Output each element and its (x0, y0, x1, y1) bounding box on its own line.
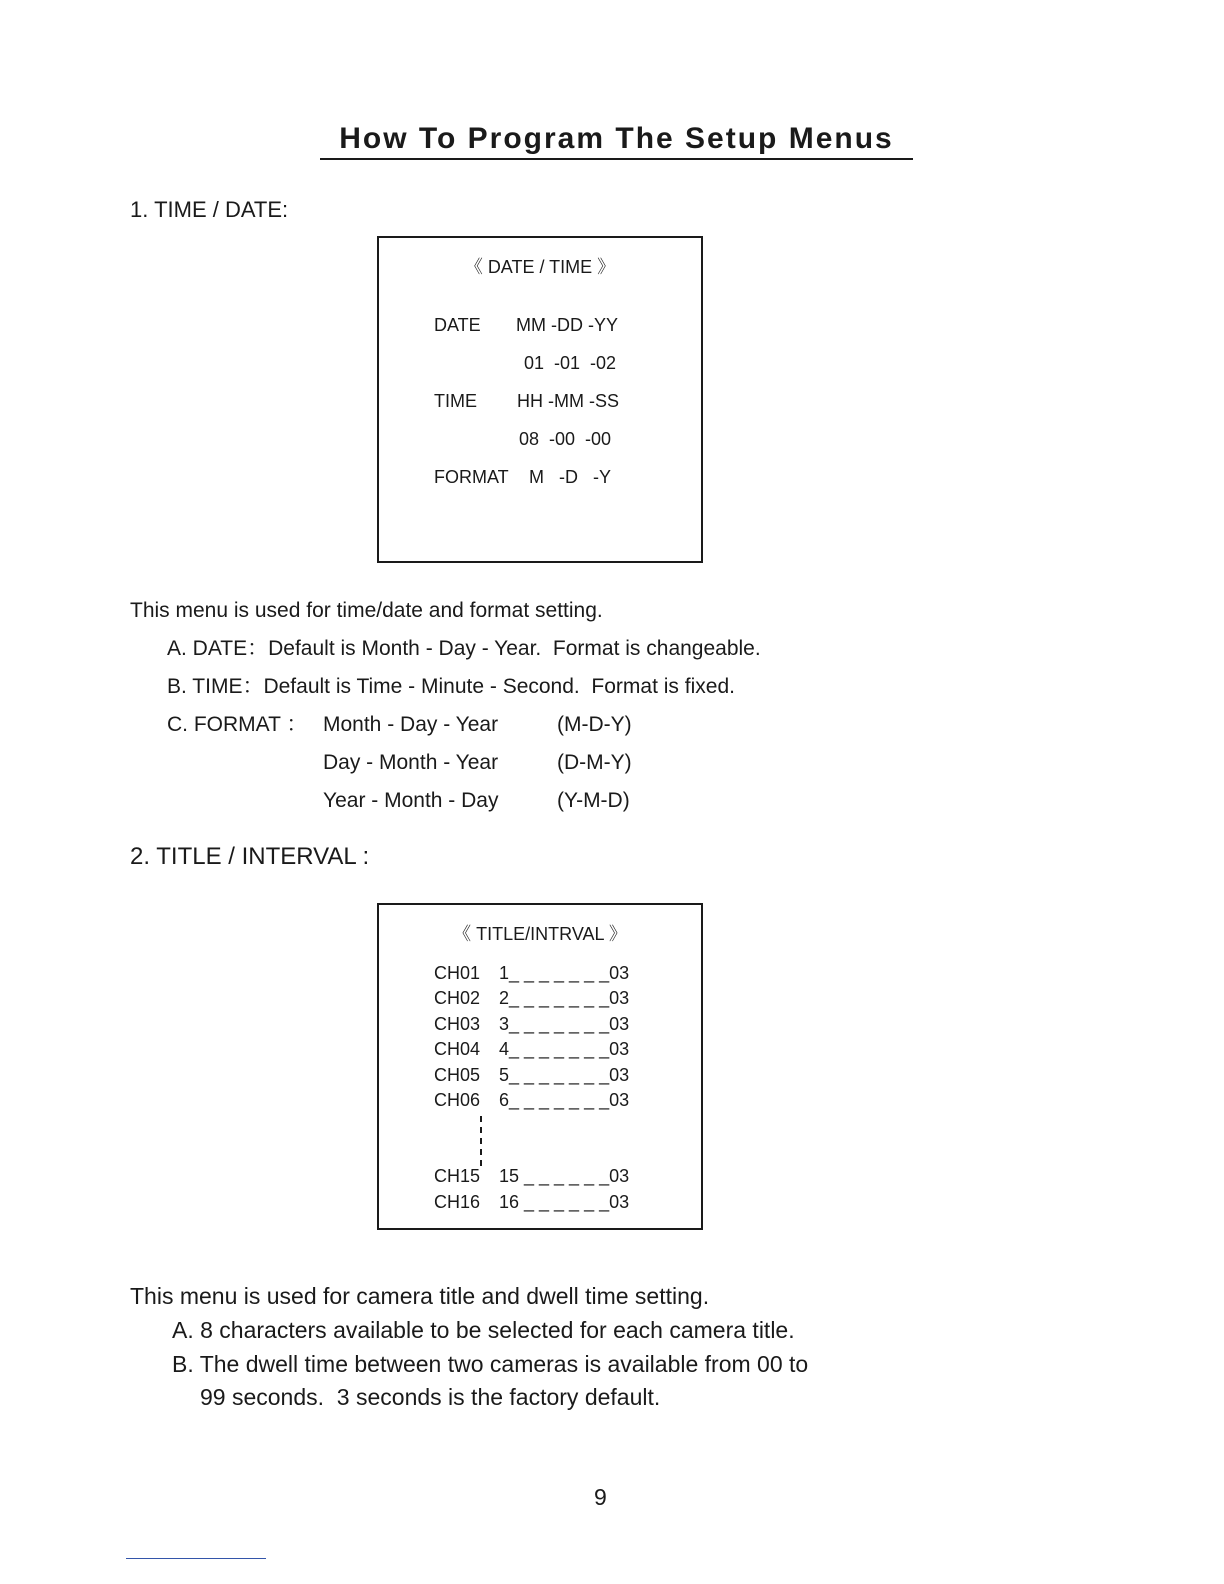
menu-title: 《 DATE / TIME 》 (464, 257, 616, 277)
menu-label: TIME (434, 391, 477, 411)
channel-title: 6_ _ _ _ _ _ _03 (499, 1090, 630, 1110)
section-heading-title-interval: 2. TITLE / INTERVAL : (130, 843, 370, 870)
format-name: Day - Month - Year (323, 751, 499, 774)
section-heading-time-date: 1. TIME / DATE: (130, 197, 289, 222)
channel-label: CH02 (434, 988, 481, 1008)
channel-title: 4_ _ _ _ _ _ _03 (499, 1039, 630, 1059)
page-title: How To Program The Setup Menus (320, 124, 913, 160)
format-name: Month - Day - Year (323, 713, 499, 736)
channel-label: CH03 (434, 1014, 481, 1034)
menu-value: HH -MM -SS (517, 391, 619, 411)
menu-title: 《 TITLE/INTRVAL 》 (453, 924, 627, 944)
menu-value: 08 -00 -00 (519, 429, 612, 449)
channel-label: CH16 (434, 1192, 481, 1212)
channel-label: CH05 (434, 1065, 481, 1085)
menu-label: FORMAT (434, 467, 509, 487)
format-label: C. FORMAT ： (167, 713, 308, 736)
channel-label: CH01 (434, 963, 481, 983)
paragraph: B. The dwell time between two cameras is available from 00 to (172, 1351, 809, 1377)
channel-label: CH04 (434, 1039, 481, 1059)
channel-title: 2_ _ _ _ _ _ _03 (499, 988, 630, 1008)
paragraph: A. DATE：Default is Month - Day - Year. Format is changeable. (167, 637, 761, 660)
menu-value: M -D -Y (529, 467, 611, 487)
channel-title: 5_ _ _ _ _ _ _03 (499, 1065, 630, 1085)
paragraph: 99 seconds. 3 seconds is the factory default. (200, 1384, 661, 1410)
channel-title: 3_ _ _ _ _ _ _03 (499, 1014, 630, 1034)
menu-value: MM -DD -YY (516, 315, 618, 335)
ellipsis-dashed-line (480, 1116, 482, 1166)
footer-rule (126, 1558, 266, 1559)
page-number: 9 (594, 1484, 607, 1510)
channel-title: 1_ _ _ _ _ _ _03 (499, 963, 630, 983)
paragraph: This menu is used for time/date and format setting. (130, 599, 603, 622)
format-name: Year - Month - Day (323, 789, 499, 812)
format-code: (Y-M-D) (557, 789, 630, 812)
paragraph: B. TIME：Default is Time - Minute - Second. Format is fixed. (167, 675, 735, 698)
channel-title: 16 _ _ _ _ _ _03 (499, 1192, 630, 1212)
format-code: (D-M-Y) (557, 751, 632, 774)
paragraph: This menu is used for camera title and dwell time setting. (130, 1283, 710, 1309)
menu-value: 01 -01 -02 (524, 353, 617, 373)
menu-label: DATE (434, 315, 481, 335)
channel-title: 15 _ _ _ _ _ _03 (499, 1166, 630, 1186)
paragraph: A. 8 characters available to be selected for each camera title. (172, 1317, 795, 1343)
channel-label: CH06 (434, 1090, 481, 1110)
channel-label: CH15 (434, 1166, 481, 1186)
format-code: (M-D-Y) (557, 713, 632, 736)
